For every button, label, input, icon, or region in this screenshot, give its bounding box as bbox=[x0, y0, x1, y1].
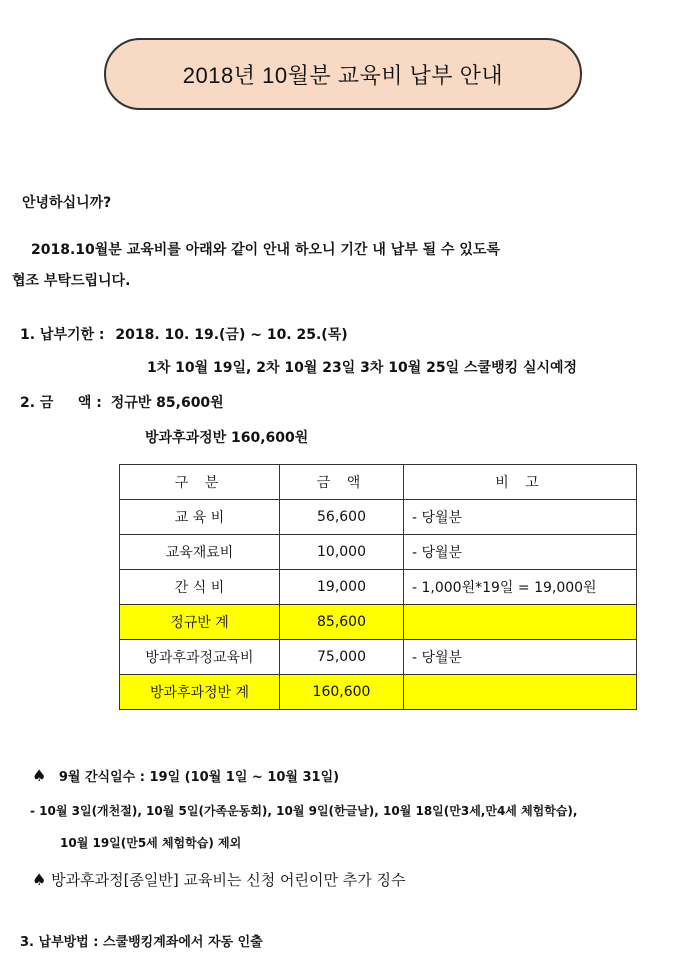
row-amount: 160,600 bbox=[280, 675, 404, 710]
snack-days-note bbox=[32, 766, 339, 785]
row-note: - 1,000원*19일 = 19,000원 bbox=[404, 570, 637, 605]
deadline-value: 2018. 10. 19.(금) ~ 10. 25.(목) bbox=[115, 327, 348, 343]
row-amount: 85,600 bbox=[280, 605, 404, 640]
title-box bbox=[104, 38, 582, 110]
row-amount: 19,000 bbox=[280, 570, 404, 605]
snack-days-text: 9월 간식일수 : 19일 (10월 1일 ~ 10월 31일) bbox=[58, 770, 340, 785]
row-note: - 당월분 bbox=[404, 535, 637, 570]
row-amount: 10,000 bbox=[280, 535, 404, 570]
excluded-days-line-2: 10월 19일(만5세 체험학습) 제외 bbox=[60, 836, 242, 850]
row-note bbox=[404, 605, 637, 640]
afterschool-note-text: 방과후과정[종일반] 교육비는 신청 어린이만 추가 징수 bbox=[51, 871, 406, 889]
row-item: 교 육 비 bbox=[120, 500, 280, 535]
row-item: 방과후과정교육비 bbox=[120, 640, 280, 675]
amount-afterschool: 방과후과정반 160,600원 bbox=[145, 430, 309, 446]
spade-icon: ♠ bbox=[32, 870, 47, 889]
intro-line-2: 협조 부탁드립니다. bbox=[12, 273, 131, 289]
excluded-days-line-1: - 10월 3일(개천절), 10월 5일(가족운동회), 10월 9일(한글날), 10월 18일(만3세,만4세 체험학습), bbox=[30, 804, 578, 818]
table-row-subtotal-regular bbox=[120, 605, 637, 640]
spade-icon: ♠ bbox=[32, 766, 47, 785]
table-row bbox=[120, 500, 637, 535]
row-note bbox=[404, 675, 637, 710]
table-row bbox=[120, 640, 637, 675]
header-item: 구 분 bbox=[120, 465, 280, 500]
row-amount: 75,000 bbox=[280, 640, 404, 675]
afterschool-note bbox=[32, 869, 405, 890]
table-row-subtotal-afterschool bbox=[120, 675, 637, 710]
table-header-row bbox=[120, 465, 637, 500]
row-item: 방과후과정반 계 bbox=[120, 675, 280, 710]
header-amount: 금 액 bbox=[280, 465, 404, 500]
deadline-label: 1. 납부기한 : bbox=[20, 327, 105, 343]
row-item: 정규반 계 bbox=[120, 605, 280, 640]
deadline-detail: 1차 10월 19일, 2차 10월 23일 3차 10월 25일 스쿨뱅킹 실시예정 bbox=[147, 360, 578, 376]
row-item: 교육재료비 bbox=[120, 535, 280, 570]
row-item: 간 식 비 bbox=[120, 570, 280, 605]
intro-line-1: 2018.10월분 교육비를 아래와 같이 안내 하오니 기간 내 납부 될 수 있도록 bbox=[31, 242, 501, 258]
amount-row bbox=[20, 392, 224, 412]
amount-label: 2. 금 액 : bbox=[20, 395, 102, 411]
table-row bbox=[120, 535, 637, 570]
row-note: - 당월분 bbox=[404, 640, 637, 675]
payment-method: 3. 납부방법 : 스쿨뱅킹계좌에서 자동 인출 bbox=[20, 935, 263, 950]
greeting: 안녕하십니까? bbox=[22, 195, 112, 211]
fee-table bbox=[119, 464, 637, 710]
header-note: 비 고 bbox=[404, 465, 637, 500]
row-amount: 56,600 bbox=[280, 500, 404, 535]
table-row bbox=[120, 570, 637, 605]
deadline-row bbox=[20, 324, 348, 344]
row-note: - 당월분 bbox=[404, 500, 637, 535]
amount-regular: 정규반 85,600원 bbox=[110, 395, 224, 411]
page-title: 2018년 10월분 교육비 납부 안내 bbox=[182, 62, 504, 88]
